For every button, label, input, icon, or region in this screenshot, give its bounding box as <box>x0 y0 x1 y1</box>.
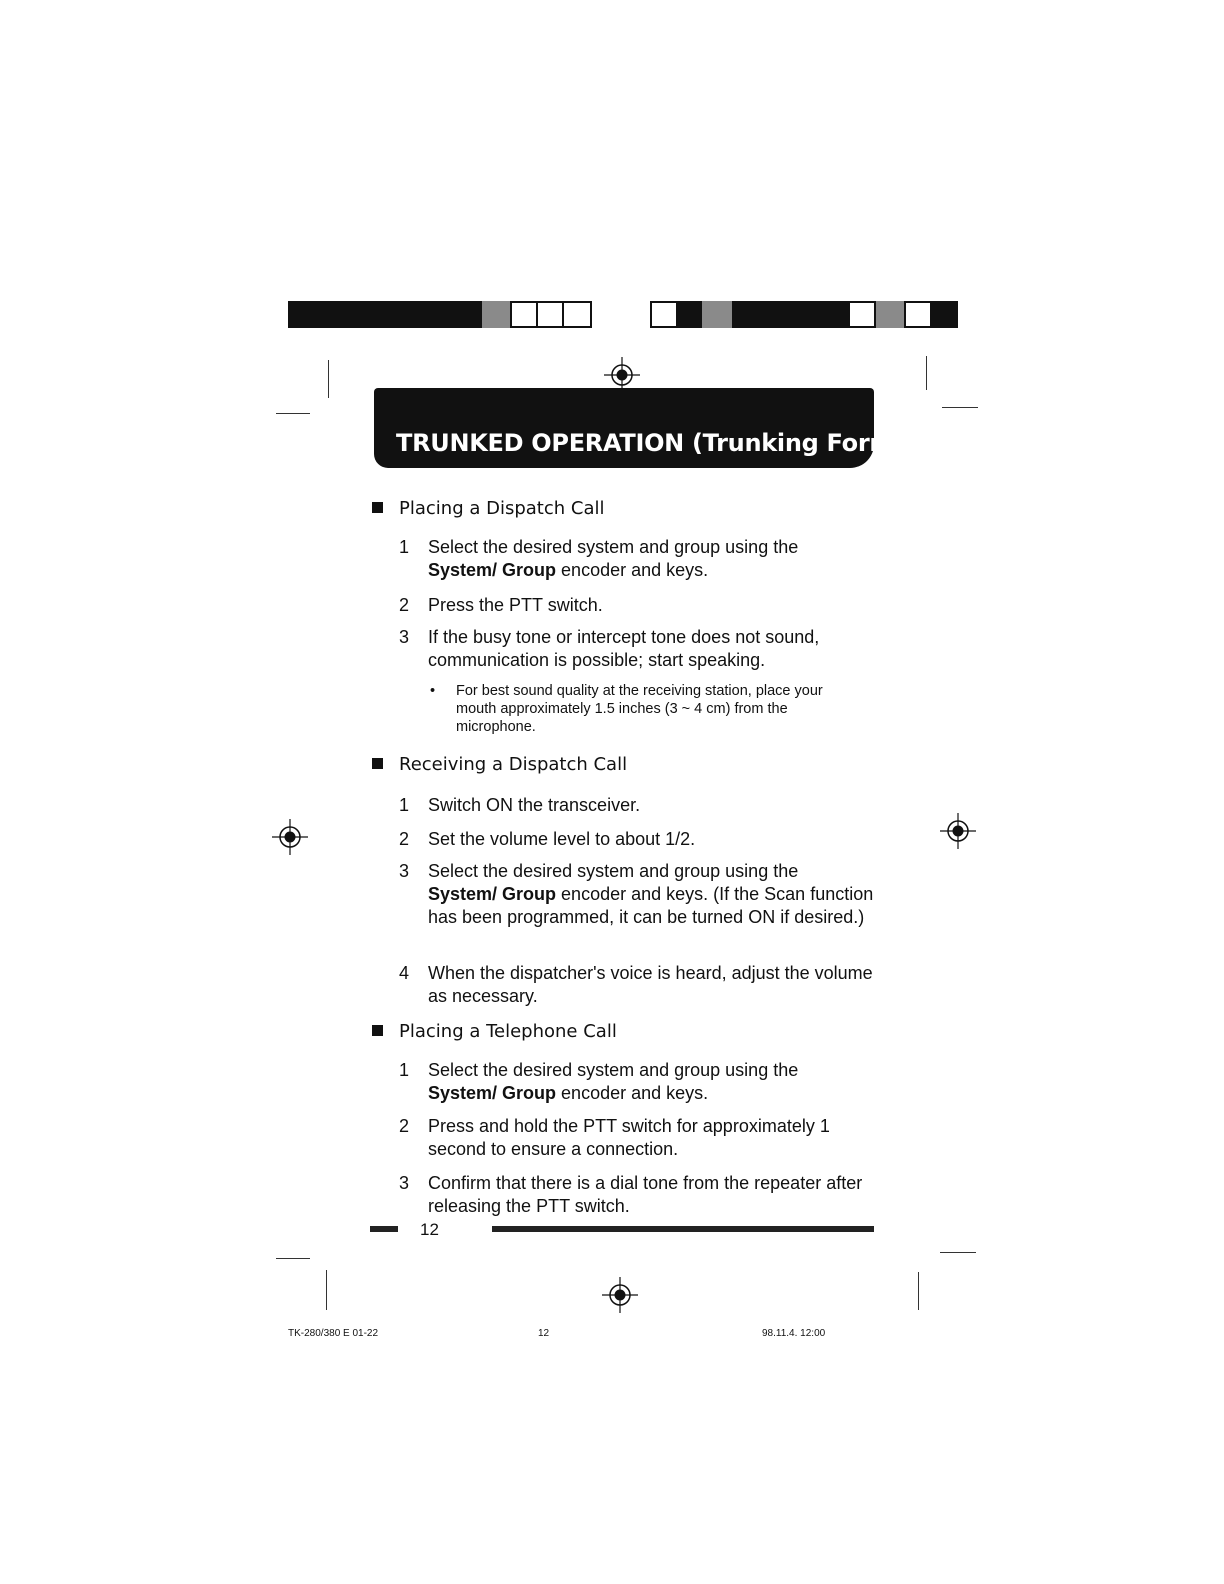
registration-box <box>510 301 538 328</box>
registration-gray-block <box>482 301 510 328</box>
section-banner <box>374 388 932 468</box>
crop-mark <box>328 360 329 398</box>
registration-gray-block <box>876 301 904 328</box>
square-bullet-icon <box>372 1025 383 1036</box>
step-text: Press and hold the PTT switch for approximately 1 second to ensure a connection. <box>428 1116 830 1159</box>
step-number: 1 <box>399 1060 410 1080</box>
print-page: 12 <box>538 1328 550 1339</box>
step-text: Press the PTT switch. <box>428 595 603 615</box>
step-text: Set the volume level to about 1/2. <box>428 829 696 849</box>
crop-mark <box>276 1258 310 1259</box>
step-number: 1 <box>399 795 410 815</box>
registration-target-icon <box>600 1275 640 1315</box>
footer-band-left <box>370 1226 398 1232</box>
print-code: TK-280/380 E 01-22 <box>288 1328 379 1339</box>
step-number: 3 <box>399 627 410 647</box>
step-number: 3 <box>399 861 410 881</box>
registration-box <box>650 301 678 328</box>
registration-gray-block <box>702 301 732 328</box>
section-heading-text: Placing a Dispatch Call <box>399 498 605 519</box>
note-text: For best sound quality at the receiving station, place your mouth approximately 1.5 inches (3 ~ 4 cm) from the microphone. <box>456 683 823 735</box>
section-heading-text: Placing a Telephone Call <box>399 1021 617 1042</box>
step-number: 4 <box>399 963 410 983</box>
registration-bar-end <box>932 301 958 328</box>
step-text: Switch ON the transceiver. <box>428 795 641 815</box>
registration-target-icon <box>938 811 978 851</box>
registration-box <box>536 301 564 328</box>
registration-box <box>562 301 592 328</box>
section-heading <box>372 1021 617 1042</box>
control-name: System/ Group <box>428 1083 557 1103</box>
control-name: System/ Group <box>428 560 557 580</box>
step-text: When the dispatcher's voice is heard, adjust the volume as necessary. <box>428 963 873 1006</box>
page-title: TRUNKED OPERATION (Trunking Format) <box>396 429 932 457</box>
crop-mark <box>276 413 310 414</box>
crop-mark <box>326 1270 327 1310</box>
crop-mark <box>940 1252 976 1253</box>
print-timestamp: 98.11.4. 12:00 <box>762 1328 826 1339</box>
footer-band-right <box>492 1226 874 1232</box>
section-heading <box>372 754 627 775</box>
step-text: Select the desired system and group using the System/ Group encoder and keys. (If the Scan function has been programmed, it can be turned ON if desired.) <box>428 861 874 927</box>
step-text: Confirm that there is a dial tone from the repeater after releasing the PTT switch. <box>428 1173 863 1216</box>
square-bullet-icon <box>372 758 383 769</box>
step-text: Select the desired system and group using the System/ Group encoder and keys. <box>428 537 799 580</box>
square-bullet-icon <box>372 502 383 513</box>
step-number: 2 <box>399 829 410 849</box>
registration-bar-right <box>732 301 850 328</box>
crop-mark <box>926 356 927 390</box>
step-text: Select the desired system and group using the System/ Group encoder and keys. <box>428 1060 799 1103</box>
registration-bar-mid <box>676 301 702 328</box>
section-heading <box>372 498 604 519</box>
step-text: If the busy tone or intercept tone does not sound, communication is possible; start speaking. <box>428 627 820 670</box>
crop-mark <box>918 1272 919 1310</box>
step-number: 2 <box>399 1116 410 1136</box>
step-number: 1 <box>399 537 410 557</box>
step-number: 2 <box>399 595 410 615</box>
step-number: 3 <box>399 1173 410 1193</box>
control-name: System/ Group <box>428 884 557 904</box>
registration-bar-left <box>288 301 482 328</box>
registration-box <box>848 301 876 328</box>
registration-box <box>904 301 932 328</box>
crop-mark <box>942 407 978 408</box>
section-heading-text: Receiving a Dispatch Call <box>399 754 628 775</box>
registration-target-icon <box>270 817 310 857</box>
bullet-icon: • <box>430 683 436 699</box>
page-number: 12 <box>420 1220 439 1239</box>
